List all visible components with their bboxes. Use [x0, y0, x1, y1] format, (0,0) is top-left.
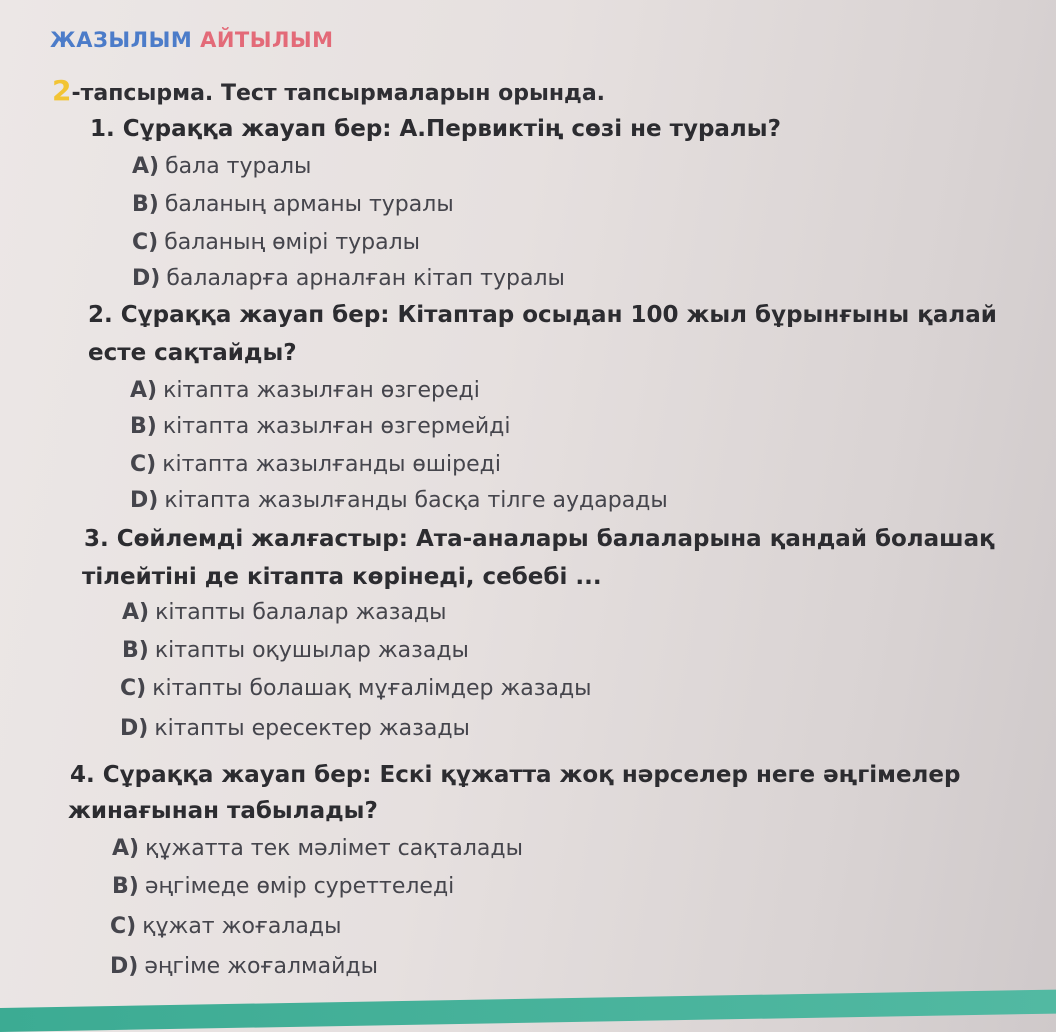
option-2-a — [130, 376, 480, 406]
question-2-line-2: есте сақтайды? — [88, 340, 297, 366]
option-2-d — [130, 486, 668, 516]
option-4-a — [112, 834, 523, 864]
option-letter: C) — [130, 452, 157, 477]
option-3-d — [120, 714, 470, 744]
option-text: баланың өмірі туралы — [164, 230, 421, 255]
question-4-line-2: жинағынан табылады? — [68, 798, 378, 824]
option-letter: B) — [132, 192, 159, 217]
option-4-b — [112, 872, 454, 902]
task-instruction: -тапсырма. Тест тапсырмаларын орында. — [71, 81, 606, 106]
page-bottom-strip — [0, 990, 1056, 1032]
option-letter: D) — [120, 716, 149, 741]
question-3-line-2: тілейтіні де кітапта көрінеді, себебі ... — [82, 564, 602, 590]
option-letter: C) — [110, 914, 137, 939]
option-3-c — [120, 674, 592, 704]
option-text: бала туралы — [165, 154, 312, 179]
option-4-d — [110, 952, 378, 982]
option-letter: D) — [110, 954, 139, 979]
option-letter: A) — [122, 600, 150, 625]
option-text: балаларға арналған кітап туралы — [166, 266, 565, 291]
option-3-a — [122, 598, 447, 628]
option-text: кітапты ересектер жазады — [154, 716, 470, 741]
question-2-line-1: 2. Сұраққа жауап бер: Кітаптар осыдан 100 жыл бұрынғыны қалай — [88, 302, 997, 328]
option-2-b — [130, 412, 510, 442]
option-1-c — [132, 228, 420, 258]
option-text: кітапта жазылғанды өшіреді — [162, 452, 501, 477]
task-heading — [52, 74, 605, 107]
question-3-line-1: 3. Сөйлемді жалғастыр: Ата-аналары балаларына қандай болашақ — [84, 526, 995, 552]
option-1-a — [132, 152, 311, 182]
option-text: құжатта тек мәлімет сақталады — [145, 836, 523, 861]
option-text: кітапты болашақ мұғалімдер жазады — [152, 676, 592, 701]
header-word-writing: ЖАЗЫЛЫМ — [50, 28, 193, 52]
option-letter: B) — [122, 638, 149, 663]
question-1-line-1: 1. Сұраққа жауап бер: А.Первиктің сөзі не туралы? — [90, 116, 781, 142]
option-text: кітапта жазылған өзгереді — [163, 378, 480, 403]
task-number: 2 — [52, 74, 72, 107]
option-text: кітапта жазылғанды басқа тілге аударады — [164, 488, 668, 513]
question-4-line-1: 4. Сұраққа жауап бер: Ескі құжатта жоқ нәрселер неге әңгімелер — [70, 762, 961, 788]
option-1-b — [132, 190, 454, 220]
option-text: құжат жоғалады — [142, 914, 342, 939]
option-letter: D) — [132, 266, 161, 291]
option-text: кітапты оқушылар жазады — [154, 638, 469, 663]
option-text: кітапта жазылған өзгермейді — [162, 414, 511, 439]
option-1-d — [132, 264, 565, 294]
option-letter: A) — [130, 378, 158, 403]
option-3-b — [122, 636, 469, 666]
option-4-c — [110, 912, 342, 942]
option-2-c — [130, 450, 501, 480]
section-header — [50, 28, 334, 52]
option-text: баланың арманы туралы — [164, 192, 454, 217]
option-letter: B) — [112, 874, 139, 899]
option-letter: C) — [132, 230, 159, 255]
option-letter: A) — [112, 836, 140, 861]
option-text: әңгіме жоғалмайды — [144, 954, 378, 979]
option-text: кітапты балалар жазады — [155, 600, 447, 625]
option-letter: A) — [132, 154, 160, 179]
option-text: әңгімеде өмір суреттеледі — [144, 874, 455, 899]
option-letter: B) — [130, 414, 157, 439]
option-letter: D) — [130, 488, 159, 513]
option-letter: C) — [120, 676, 147, 701]
header-word-speaking: АЙТЫЛЫМ — [200, 28, 334, 52]
